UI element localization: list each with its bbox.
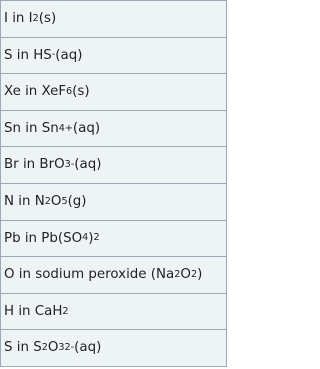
- row-text: O: [47, 340, 59, 356]
- row-text: (aq): [74, 340, 102, 356]
- table-row: Sn in Sn 4+ (aq): [1, 111, 226, 148]
- row-text: H in CaH: [4, 303, 63, 319]
- row-text: Xe in XeF: [4, 84, 67, 100]
- row-text: (aq): [74, 157, 102, 173]
- row-text: Sn in Sn: [4, 120, 59, 136]
- table-row: I in I 2 (s): [1, 1, 226, 38]
- table-row: S in S 2 O 3 2- (aq): [1, 330, 226, 367]
- row-text: (aq): [55, 47, 83, 63]
- table-row: S in HS - (aq): [1, 38, 226, 75]
- row-text: Br in BrO: [4, 157, 65, 173]
- table-row: O in sodium peroxide (Na 2 O 2 ): [1, 257, 226, 294]
- row-text: (s): [72, 84, 90, 100]
- row-text: S in S: [4, 340, 42, 356]
- row-text: O: [50, 194, 62, 210]
- row-text: N in N: [4, 194, 45, 210]
- row-text: ): [197, 267, 203, 283]
- table-row: Br in BrO 3 - (aq): [1, 147, 226, 184]
- row-text: (s): [38, 11, 57, 27]
- row-text: O in sodium peroxide (Na: [4, 267, 175, 283]
- row-text: O: [180, 267, 191, 283]
- row-text: S in HS: [4, 47, 52, 63]
- table-row: Pb in Pb(SO 4 ) 2: [1, 221, 226, 258]
- table-row: Xe in XeF 6 (s): [1, 74, 226, 111]
- row-text: Pb in Pb(SO: [4, 230, 83, 246]
- row-text: I in I: [4, 11, 33, 27]
- row-text: (aq): [72, 120, 101, 136]
- row-text: ): [88, 230, 94, 246]
- row-text: (g): [67, 194, 87, 210]
- table-row: H in CaH 2: [1, 294, 226, 331]
- table-row: N in N 2 O 5 (g): [1, 184, 226, 221]
